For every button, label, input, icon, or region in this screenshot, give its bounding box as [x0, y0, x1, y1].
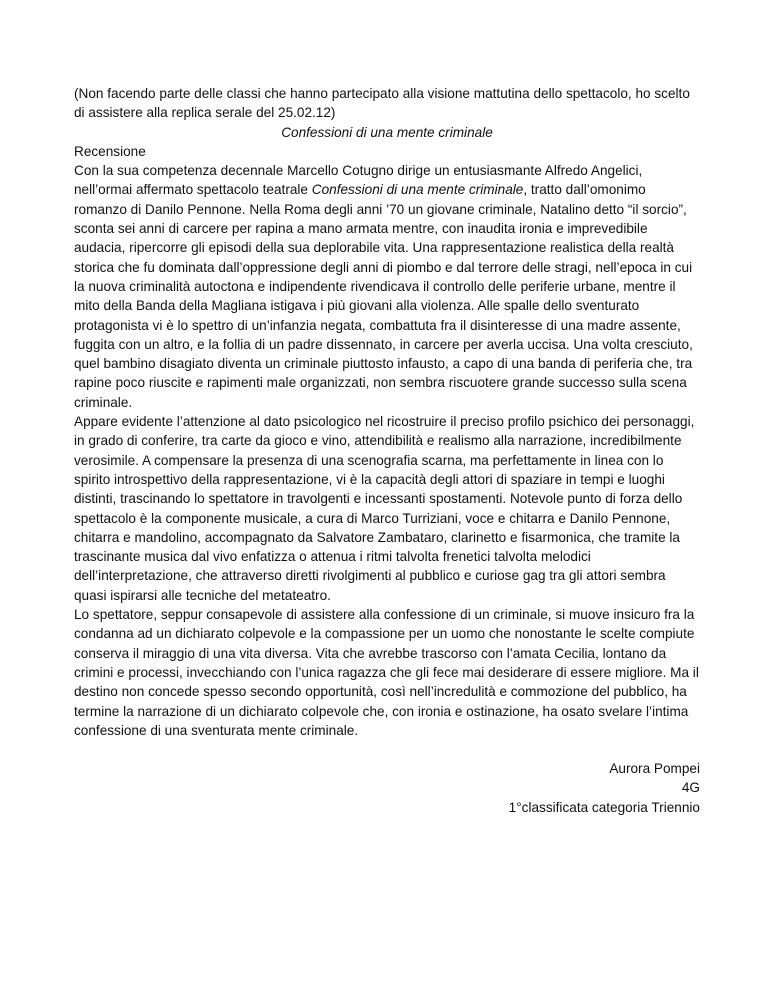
intro-note: (Non facendo parte delle classi che hanno partecipato alla visione mattutina dello spettacolo, ho scelto di assistere alla replica serale del 25.02.12) [74, 86, 690, 121]
signature-block [74, 759, 700, 817]
work-title-reference: Confessioni di una mente criminale [311, 182, 524, 198]
review-paragraph-3: Lo spettatore, seppur consapevole di assistere alla confessione di un criminale, si muove insicuro fra la condanna ad un dichiarato colpevole e la compassione per un uomo che nonostante le scelte compiute conserva il miraggio di una vita diversa. Vita che avrebbe trascorso con l’amata Cecilia, lontano da crimini e processi, invecchiando con l’unica ragazza che gli fece mai desiderare di essere migliore. Ma il destino non concede spesso secondo opportunità, così nell’incredulità e commozione del pubblico, ha termine la narrazione di un dichiarato colpevole che, con ironia e ostinazione, ha osato svelare l’intima confessione di una sventurata mente criminale. [74, 607, 699, 738]
section-label: Recensione [74, 143, 146, 159]
review-paragraph-2: Appare evidente l’attenzione al dato psicologico nel ricostruire il preciso profilo psichico dei personaggi, in grado di conferire, tra carte da gioco e vino, attendibilità e realismo alla narrazione, incredibilmente verosimile. A compensare la presenza di una scenografia scarna, ma perfettamente in linea con lo spirito introspettivo della rappresentazione, vi è la capacità degli attori di spaziare in tempi e luoghi distinti, trascinando lo spettatore in travolgenti e incessanti spostamenti. Notevole punto di forza dello spettacolo è la componente musicale, a cura di Marco Turriziani, voce e chitarra e Danilo Pennone, chitarra e mandolino, accompagnato da Salvatore Zambataro, clarinetto e fisarmonica, che tramite la trascinante musica dal vivo enfatizza o attenua i ritmi talvolta frenetici talvolta melodici dell’interpretazione, che attraverso diretti rivolgimenti al pubblico e curiose gag tra gli attori sembra quasi ispirarsi alle tecniche del metateatro. [74, 414, 695, 603]
review-paragraph-1 [74, 161, 700, 412]
paragraph-1-text-a: Con la sua competenza decennale Marcello Cotugno dirige un entusiasmante Alfredo Angelici, nell’ormai affermato spettacolo teatrale [74, 163, 643, 198]
document-page [74, 84, 700, 817]
author-class: 4G [681, 780, 700, 796]
award-label: 1°classificata categoria Triennio [508, 799, 700, 815]
author-name: Aurora Pompei [609, 761, 700, 777]
document-title: Confessioni di una mente criminale [281, 124, 493, 140]
paragraph-1-text-b: , tratto dall’omonimo romanzo di Danilo Pennone. Nella Roma degli anni ’70 un giovane criminale, Natalino detto “il sorcio”, sconta sei anni di carcere per rapina a mano armata mentre, con inaudita ironia e imprevedibile audacia, ripercorre gli episodi della sua deplorabile vita. Una rappresentazione realistica della realtà storica che fu dominata dall’oppressione degli anni di piombo e dal terrore delle stragi, nell’epoca in cui la nuova criminalità autoctona e indipendente rivendicava il controllo delle periferie urbane, mentre il mito della Banda della Magliana istigava i più giovani alla violenza. Alle spalle dello sventurato protagonista vi è lo spettro di un’infanzia negata, combattuta fra il disinteresse di una madre assente, fuggita con un altro, e la follia di un padre dissennato, in carcere per averla uccisa. Una volta cresciuto, quel bambino disagiato diventa un criminale piuttosto infausto, a capo di una banda di periferia che, tra rapine poco riuscite e rapimenti male organizzati, non sembra riscuotere grande successo sulla scena criminale. [74, 182, 693, 410]
review-body [74, 161, 700, 740]
